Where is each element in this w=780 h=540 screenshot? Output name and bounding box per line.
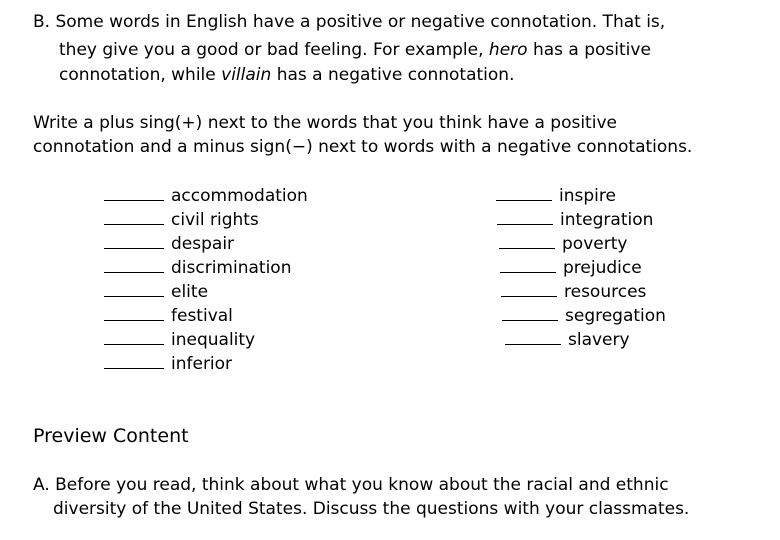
section-b-text-2b: has a positive <box>527 40 651 60</box>
answer-blank[interactable] <box>104 351 164 369</box>
answer-blank[interactable] <box>497 207 553 225</box>
section-b-text-3a: connotation, while <box>59 65 222 85</box>
word-label: despair <box>171 234 235 254</box>
section-b-line-1 <box>33 10 665 34</box>
word-label: poverty <box>562 234 628 254</box>
answer-blank[interactable] <box>104 303 164 321</box>
word-label: civil rights <box>171 210 259 230</box>
word-item[interactable] <box>104 255 291 280</box>
word-label: inequality <box>171 330 256 350</box>
example-word-villain: villain <box>221 65 272 85</box>
word-label: prejudice <box>563 258 642 278</box>
word-item[interactable] <box>104 183 308 208</box>
preview-line-1 <box>33 473 669 497</box>
section-b-text-3b: has a negative connotation. <box>271 65 515 85</box>
answer-blank[interactable] <box>104 327 164 345</box>
answer-blank[interactable] <box>505 327 561 345</box>
word-item[interactable] <box>501 279 646 304</box>
word-item[interactable] <box>500 255 642 280</box>
word-item[interactable] <box>505 327 630 352</box>
word-item[interactable] <box>104 303 233 328</box>
word-item[interactable] <box>104 231 234 256</box>
preview-line-2: diversity of the United States. Discuss the questions with your classmates. <box>53 499 690 519</box>
preview-label: A. <box>33 475 50 495</box>
word-label: inspire <box>559 186 616 206</box>
word-label: inferior <box>171 354 233 374</box>
word-label: resources <box>564 282 647 302</box>
instruction-line-2: connotation and a minus sign(−) next to words with a negative connotations. <box>33 137 693 157</box>
word-item[interactable] <box>104 327 255 352</box>
word-item[interactable] <box>104 351 232 376</box>
word-item[interactable] <box>496 183 616 208</box>
section-b-line-3 <box>59 63 514 87</box>
section-b-text-1: Some words in English have a positive or negative connotation. That is, <box>55 12 666 32</box>
answer-blank[interactable] <box>499 231 555 249</box>
section-b-line-2 <box>59 38 651 62</box>
preview-heading: Preview Content <box>33 425 189 447</box>
answer-blank[interactable] <box>104 183 164 201</box>
word-label: festival <box>171 306 233 326</box>
answer-blank[interactable] <box>502 303 558 321</box>
word-item[interactable] <box>104 279 208 304</box>
section-b-label: B. <box>33 12 51 32</box>
answer-blank[interactable] <box>104 279 164 297</box>
answer-blank[interactable] <box>104 231 164 249</box>
word-label: slavery <box>568 330 630 350</box>
word-label: integration <box>560 210 654 230</box>
answer-blank[interactable] <box>104 207 164 225</box>
answer-blank[interactable] <box>501 279 557 297</box>
word-item[interactable] <box>104 207 259 232</box>
word-label: accommodation <box>171 186 308 206</box>
answer-blank[interactable] <box>500 255 556 273</box>
example-word-hero: hero <box>488 40 528 60</box>
word-label: discrimination <box>171 258 292 278</box>
section-b-text-2a: they give you a good or bad feeling. For example, <box>59 40 489 60</box>
word-item[interactable] <box>497 207 653 232</box>
word-item[interactable] <box>502 303 666 328</box>
word-label: elite <box>171 282 209 302</box>
preview-text-1: Before you read, think about what you know about the racial and ethnic <box>55 475 669 495</box>
word-label: segregation <box>565 306 666 326</box>
word-item[interactable] <box>499 231 627 256</box>
answer-blank[interactable] <box>104 255 164 273</box>
instruction-line-1: Write a plus sing(+) next to the words that you think have a positive <box>33 113 617 133</box>
answer-blank[interactable] <box>496 183 552 201</box>
